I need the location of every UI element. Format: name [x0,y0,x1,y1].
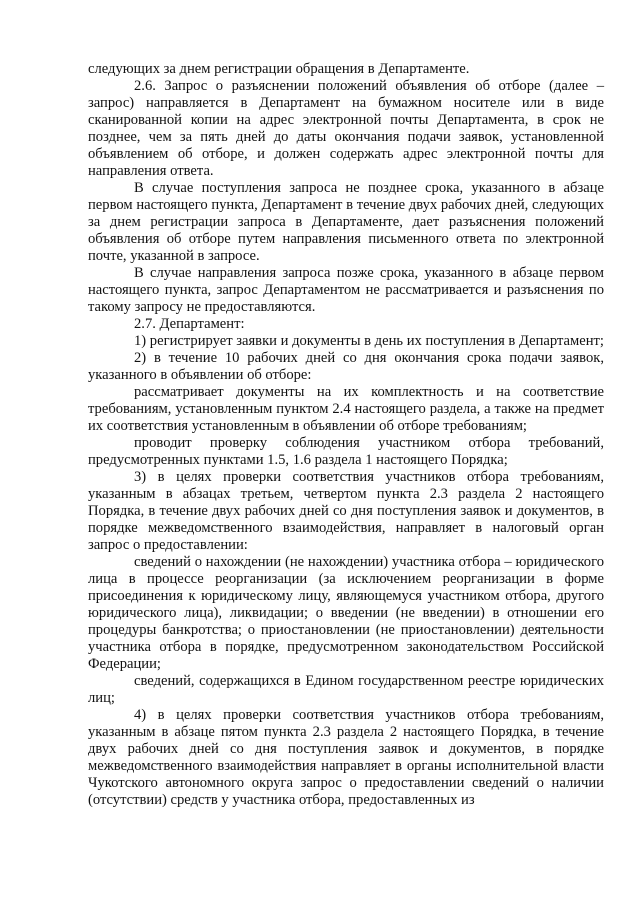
paragraph-item-3: 3) в целях проверки соответствия участников отбора требованиям, указанным в абзацах третьем, четвертом пункта 2.3 раздела 2 настоящего Порядка, в течение двух рабочих дней со дня поступления заявок и документов, в порядке межведомственного взаимодействия, направляет в налоговый орган запрос о предоставлении: [88,469,604,553]
paragraph-item-2: 2) в течение 10 рабочих дней со дня окончания срока подачи заявок, указанного в объявлении об отборе: [88,350,604,383]
paragraph-timely-request: В случае поступления запроса не позднее срока, указанного в абзаце первом настоящего пункта, Департамент в течение двух рабочих дней, следующих за днем регистрации запроса в Департаменте, дает разъяснения положений объявления об отборе путем направления письменного ответа по электронной почте, указанной в запросе. [88,180,604,264]
paragraph-late-request: В случае направления запроса позже срока, указанного в абзаце первом настоящего пункта, запрос Департаментом не рассматривается и разъяснения по такому запросу не предоставляются. [88,265,604,315]
paragraph-reorganization-info: сведений о нахождении (не нахождении) участника отбора – юридического лица в процессе реорганизации (за исключением реорганизации в форме присоединения к юридическому лицу, являющемуся участником отбора, другого юридического лица), ликвидации; о введении (не введении) в отношении его процедуры банкротства; о приостановлении (не приостановлении) деятельности участника отбора в порядке, предусмотренном законодательством Российской Федерации; [88,554,604,672]
paragraph-item-1: 1) регистрирует заявки и документы в день их поступления в Департамент; [134,333,604,349]
paragraph-item-4: 4) в целях проверки соответствия участников отбора требованиям, указанным в абзаце пятом пункта 2.3 раздела 2 настоящего Порядка, в течение двух рабочих дней со дня поступления заявок и документов, в порядке межведомственного взаимодействия направляет в органы исполнительной власти Чукотского автономного округа запрос о предоставлении сведений о наличии (отсутствии) средств у участника отбора, предоставленных из [88,707,604,808]
paragraph-compliance-check: проводит проверку соблюдения участником отбора требований, предусмотренных пунктами 1.5, 1.6 раздела 1 настоящего Порядка; [88,435,604,468]
paragraph-clause-2-7: 2.7. Департамент: [134,316,245,332]
paragraph-clause-2-6: 2.6. Запрос о разъяснении положений объявления об отборе (далее – запрос) направляется в Департамент на бумажном носителе или в виде сканированной копии на адрес электронной почты Департамента, в срок не позднее, чем за пять дней до даты окончания подачи заявок, установленной объявлением об отборе, и должен содержать адрес электронной почты для направления ответа. [88,78,604,179]
paragraph-register-info: сведений, содержащихся в Едином государственном реестре юридических лиц; [88,673,604,706]
paragraph-review-documents: рассматривает документы на их комплектность и на соответствие требованиям, установленным пунктом 2.4 настоящего раздела, а также на предмет их соответствия установленным в объявлении об отборе требованиям; [88,384,604,434]
paragraph-continuation: следующих за днем регистрации обращения в Департаменте. [88,61,470,77]
document-body [88,61,604,809]
